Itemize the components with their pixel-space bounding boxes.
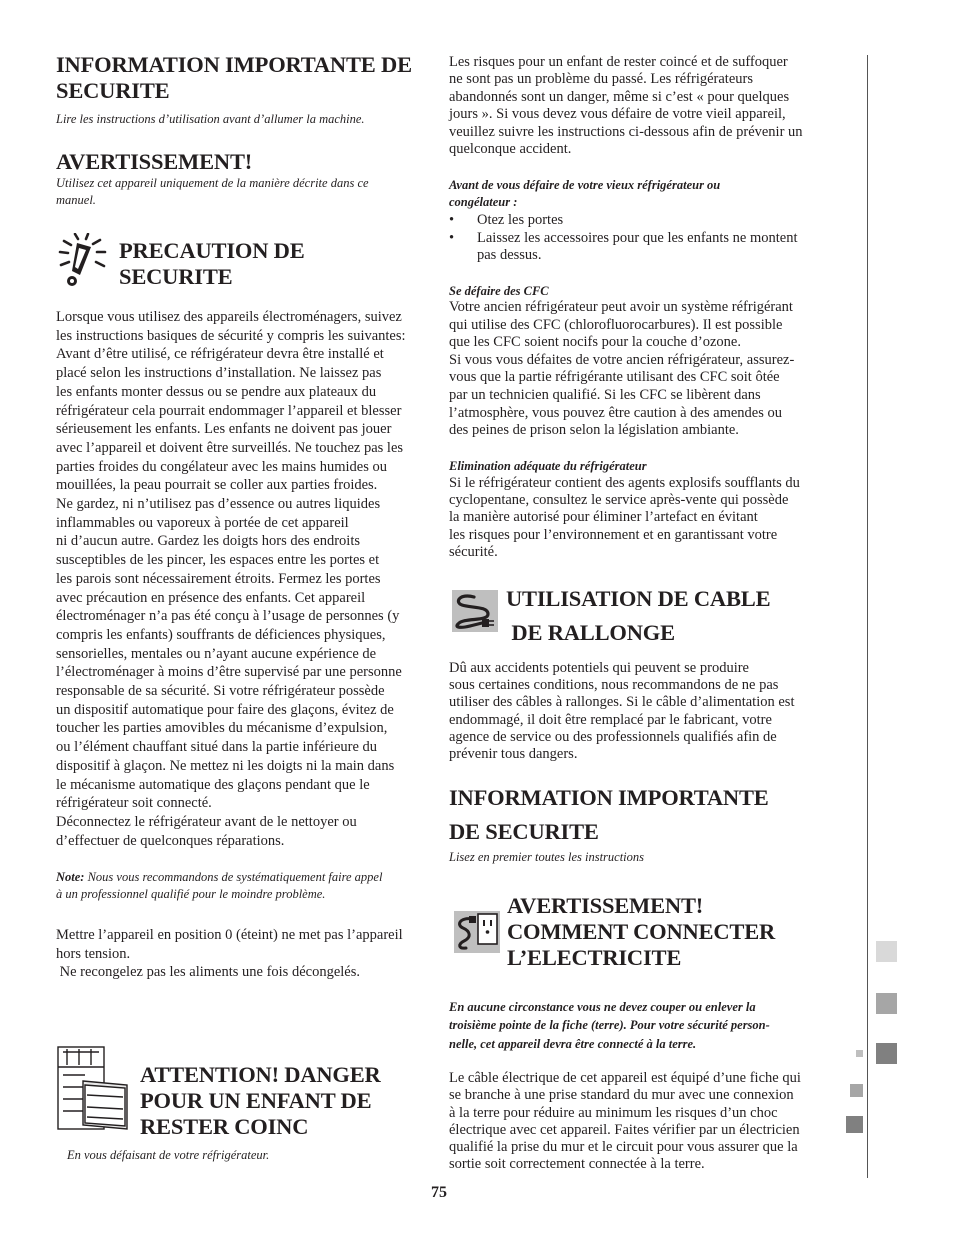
outlet-plug-icon (454, 911, 500, 953)
text-line: sous certaines conditions, nous recommandons de ne pas (449, 677, 779, 694)
info-subtitle: Lisez en premier toutes les instructions (449, 850, 645, 864)
text-line: avec l’appareil et doivent être surveillés. Ne touchez pas les (56, 439, 404, 456)
text-line: avec précaution en présence des enfants. Cet appareil (56, 589, 366, 606)
section-tab-dark (876, 1043, 897, 1064)
text-line: Si vous vous défaites de votre ancien réfrigérateur, assurez- (449, 351, 795, 368)
text-line: les risques pour l’environnement et en garantissant votre (449, 526, 778, 543)
precaution-body (56, 308, 406, 850)
mettre-paragraph: Mettre l’appareil en position 0 (éteint) ne met pas l’appareil hors tension. Ne recongelez pas les aliments une fois décongelés. (56, 927, 403, 981)
text-line: l’électroménager à moins d’être supervisé par une personne (56, 664, 402, 681)
cable-body (449, 660, 794, 763)
text-line: responsable de sa sécurité. Si votre réfrigérateur possède (56, 683, 385, 700)
intro-paragraph: Les risques pour un enfant de rester coincé et de suffoquer ne sont pas un problème du passé. Les réfrigérateurs abandonnés sont un danger, même si c’est « pour quelques jours ». Si vous devez vous défaire de votre vieil appareil, veuillez suivre les instructions ci-dessous afin de prévenir un quelconque accident. (449, 54, 803, 158)
text-line: inflammables ou vaporeux à portée de cet appareil (56, 514, 349, 531)
text-line: se branche à une prise standard du mur avec une connexion (449, 1087, 794, 1104)
connect-warning: En aucune circonstance vous ne devez couper ou enlever la troisième pointe de la fiche (terre). Pour votre sécurité person- nelle, cet appareil devra être connecté à la terre. (449, 1000, 770, 1051)
text-line: électrique avec cet appareil. Faites vérifier par un électricien (449, 1121, 800, 1138)
section-tab-light (876, 941, 897, 962)
list-item: • Otez les portes (449, 212, 564, 228)
note-paragraph: Note: Nous vous recommandons de systématiquement faire appel à un professionnel qualifié pour le moindre problème. (56, 870, 383, 901)
text-line: mouillées, la peau pourrait se coller aux parties froides. (56, 477, 378, 494)
list-item: • Laissez les accessoires pour que les enfants ne montent pas dessus. (449, 229, 798, 263)
heading-information-importante: INFORMATION IMPORTANTE DE SECURITE (56, 52, 412, 103)
text-line: la manière autorisé pour éliminer l’artefact en évitant (449, 509, 758, 526)
connect-body (449, 1070, 801, 1174)
text-line: Votre ancien réfrigérateur peut avoir un système réfrigérant (449, 299, 793, 315)
text-line: sortie soit correctement connectée à la terre. (449, 1156, 705, 1173)
text-line: un dispositif automatique pour faire des glaçons, évitez de (56, 701, 394, 718)
precaution-title: PRECAUTION DE SECURITE (119, 238, 305, 289)
text-line: qualifié la prise du mur et le circuit pour vous assurer que la (449, 1139, 798, 1156)
tab-marker-medium (850, 1084, 863, 1097)
text-line: qui utilise des CFC (chlorofluorocarbures). Il est possible (449, 316, 783, 333)
text-line: vous que la partie réfrigérante utilisant des CFC soit ôtée (449, 369, 780, 386)
text-line: réfrigérateur cela pourrait endommager l’appareil et blesser (56, 402, 402, 419)
text-line: le mécanisme automatique des glaçons pendant que le (56, 776, 370, 793)
cable-title: UTILISATION DE CABLE DE RALLONGE (506, 586, 771, 645)
text-line: parties froides du congélateur avec les mains humides ou (56, 458, 387, 475)
section-tab-mid (876, 993, 897, 1014)
info-title: INFORMATION IMPORTANTE DE SECURITE (449, 785, 769, 844)
avertissement-text: Utilisez cet appareil uniquement de la manière décrite dans ce manuel. (56, 176, 369, 207)
text-line: toucher les parties amovibles du mécanisme d’expulsion, (56, 720, 388, 737)
open-fridge-icon (55, 1045, 133, 1133)
text-line: cyclopentane, consultez le service après-vente qui possède (449, 492, 789, 509)
elimination-body (449, 475, 800, 561)
avant-list (449, 212, 798, 265)
text-line: Lorsque vous utilisez des appareils électroménagers, suivez (56, 309, 402, 325)
heading-subtitle: Lire les instructions d’utilisation avant d’allumer la machine. (56, 112, 365, 126)
text-line: les parois sont nécessairement étroits. Fermez les portes (56, 570, 381, 587)
text-line: Avant d’être utilisé, ce réfrigérateur devra être installé et (56, 346, 384, 363)
text-line: Ne gardez, ni n’utilisez pas d’essence ou autres liquides (56, 496, 381, 513)
text-line: Dû aux accidents potentiels qui peuvent se produire (449, 660, 749, 676)
text-line: Si le réfrigérateur contient des agents explosifs soufflants du (449, 475, 800, 491)
text-line: des peines de prison selon la législation ambiante. (449, 422, 739, 439)
cfc-body (449, 299, 794, 440)
text-line: agence de service ou des professionnels qualifiés afin de (449, 728, 777, 745)
text-line: prévenir tous dangers. (449, 746, 578, 763)
text-line: compris les enfants) souffrants de déficiences physiques, (56, 626, 386, 643)
attention-title: ATTENTION! DANGER POUR UN ENFANT DE RESTER COINC (140, 1062, 381, 1139)
text-line: Le câble électrique de cet appareil est équipé d’une fiche qui (449, 1070, 801, 1086)
text-line: l’atmosphère, vous pouvez être caution à des amendes ou (449, 404, 782, 421)
extension-cable-icon (452, 590, 498, 632)
text-line: endommagé, il doit être remplacé par le fabricant, votre (449, 711, 772, 728)
tab-marker-small (856, 1050, 863, 1057)
text-line: sérieusement les enfants. Les enfants ne doivent pas jouer (56, 421, 392, 438)
text-line: sécurité. (449, 543, 498, 560)
text-line: électroménager n’a pas été conçu à l’usage de personnes (y (56, 608, 400, 625)
text-line: placé selon les instructions d’installation. Ne laissez pas (56, 365, 382, 382)
column-divider (867, 55, 868, 1178)
text-line: ou l’élément chauffant situé dans la partie inférieure du (56, 739, 378, 756)
text-line: à la terre pour réduire au minimum les risques d’un choc (449, 1104, 778, 1121)
page-number: 75 (431, 1184, 447, 1201)
text-line: susceptibles de les pincer, les espaces entre les portes et (56, 552, 380, 569)
warning-icon (57, 233, 109, 289)
note-label: Note: (56, 870, 85, 884)
text-line: réfrigérateur soit connecté. (56, 795, 212, 812)
elimination-title: Elimination adéquate du réfrigérateur (449, 459, 647, 473)
text-line: d’effectuer de quelconques réparations. (56, 832, 285, 849)
text-line: les instructions basiques de sécurité y compris les suivantes: (56, 327, 406, 344)
tab-marker-large (846, 1116, 863, 1133)
connect-title: AVERTISSEMENT! COMMENT CONNECTER L’ELECTRICITE (507, 893, 776, 970)
text-line: par un technicien qualifié. Si les CFC se libèrent dans (449, 386, 761, 403)
attention-subtitle: En vous défaisant de votre réfrigérateur. (67, 1148, 270, 1162)
text-line: les enfants monter dessus ou se pendre aux plateaux du (56, 383, 377, 400)
cfc-title: Se défaire des CFC (449, 284, 549, 298)
text-line: utiliser des câbles à rallonges. Si le câble d’alimentation est (449, 694, 795, 711)
text-line: Déconnectez le réfrigérateur avant de le nettoyer ou (56, 813, 357, 830)
heading-avertissement: AVERTISSEMENT! (56, 149, 253, 174)
text-line: sensorielles, mentales ou n’ayant aucune expérience de (56, 645, 377, 662)
text-line: que les CFC soient nocifs pour la couche d’ozone. (449, 334, 741, 351)
text-line: dispositif à glaçon. Ne mettez ni les doigts ni la main dans (56, 757, 395, 774)
text-line: ni d’aucun autre. Gardez les doigts hors des endroits (56, 533, 361, 550)
avant-title: Avant de vous défaire de votre vieux réfrigérateur ou congélateur : (449, 178, 721, 209)
